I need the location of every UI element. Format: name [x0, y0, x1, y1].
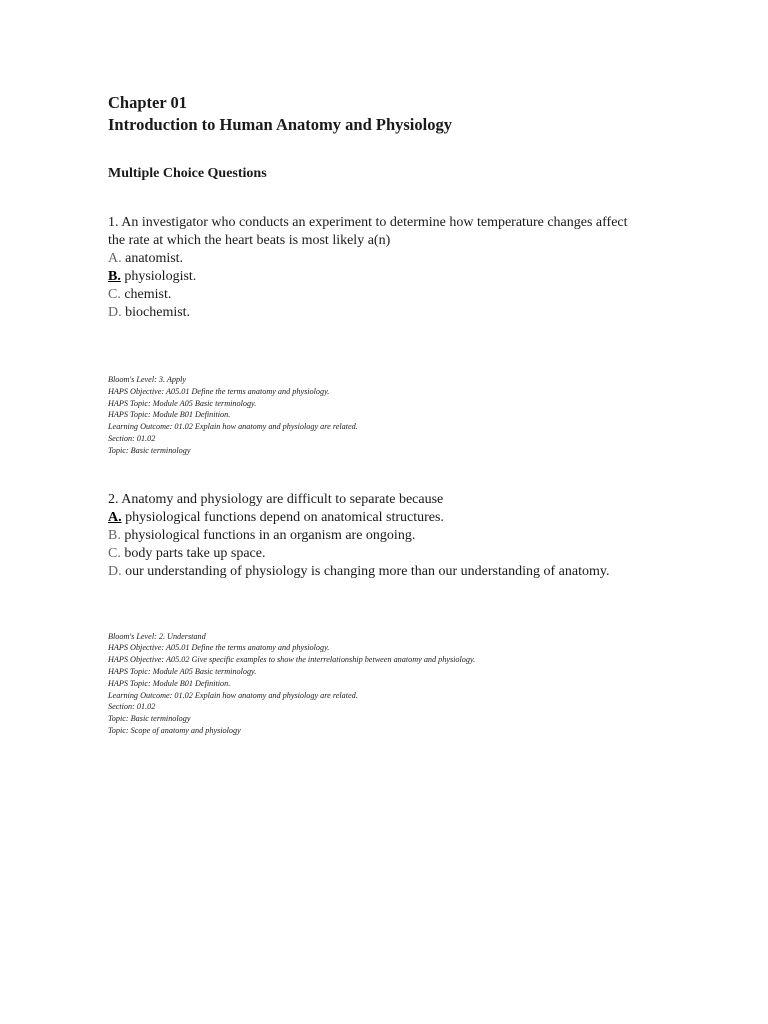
choice-a	[108, 250, 728, 268]
question-stem-line: the rate at which the heart beats is most likely a(n)	[108, 233, 391, 248]
choice-a-correct	[108, 509, 728, 527]
metadata-line: Section: 01.02	[108, 433, 156, 443]
choice-letter-correct: B.	[108, 269, 121, 284]
choice-b-correct	[108, 268, 728, 286]
metadata-line: Learning Outcome: 01.02 Explain how anatomy and physiology are related.	[108, 690, 358, 700]
metadata-line: Section: 01.02	[108, 702, 156, 712]
choice-letter: C.	[108, 545, 121, 561]
metadata-line: HAPS Objective: A05.01 Define the terms anatomy and physiology.	[108, 386, 330, 396]
metadata-line: HAPS Topic: Module B01 Definition.	[108, 410, 231, 420]
choice-letter: D.	[108, 305, 122, 320]
metadata-line: Bloom's Level: 3. Apply	[108, 375, 187, 384]
metadata-line: HAPS Objective: A05.01 Define the terms anatomy and physiology.	[108, 643, 330, 653]
question-1	[108, 214, 728, 322]
choice-letter: B.	[108, 527, 121, 543]
choice-text: body parts take up space.	[120, 545, 266, 561]
question-2	[108, 491, 728, 581]
choice-text: physiologist.	[120, 269, 197, 284]
metadata-line: Topic: Basic terminology	[108, 445, 191, 455]
choice-letter: C.	[108, 287, 121, 302]
choice-d	[108, 563, 728, 581]
chapter-title: Introduction to Human Anatomy and Physiology	[108, 115, 452, 134]
choice-text: anatomist.	[121, 251, 184, 266]
metadata-line: Topic: Scope of anatomy and physiology	[108, 725, 241, 735]
document-page	[108, 92, 728, 737]
metadata-line: Topic: Basic terminology	[108, 714, 191, 724]
metadata-line: HAPS Topic: Module A05 Basic terminology.	[108, 666, 257, 676]
choice-d	[108, 304, 728, 322]
choice-text: biochemist.	[121, 305, 191, 320]
choice-letter: D.	[108, 563, 122, 579]
chapter-number: Chapter 01	[108, 93, 187, 112]
question-2-metadata	[108, 631, 728, 737]
choice-text: physiological functions depend on anatomical structures.	[121, 509, 444, 525]
choice-text: physiological functions in an organism are ongoing.	[120, 527, 416, 543]
choice-text: chemist.	[120, 287, 172, 302]
metadata-line: HAPS Topic: Module A05 Basic terminology.	[108, 398, 257, 408]
question-1-metadata	[108, 374, 728, 457]
metadata-line: Learning Outcome: 01.02 Explain how anatomy and physiology are related.	[108, 422, 358, 432]
metadata-line: Bloom's Level: 2. Understand	[108, 631, 206, 641]
choice-c	[108, 286, 728, 304]
question-stem-line: 1. An investigator who conducts an experiment to determine how temperature changes affect	[108, 215, 628, 230]
question-stem-line: 2. Anatomy and physiology are difficult to separate because	[108, 491, 444, 507]
choice-letter-correct: A.	[108, 509, 122, 525]
section-title: Multiple Choice Questions	[108, 166, 267, 181]
choice-text: our understanding of physiology is changing more than our understanding of anatomy.	[121, 563, 610, 579]
choice-letter: A.	[108, 251, 122, 266]
choice-b	[108, 527, 728, 545]
metadata-line: HAPS Objective: A05.02 Give specific examples to show the interrelationship between anatomy and physiology.	[108, 655, 476, 665]
choice-c	[108, 545, 728, 563]
metadata-line: HAPS Topic: Module B01 Definition.	[108, 678, 231, 688]
